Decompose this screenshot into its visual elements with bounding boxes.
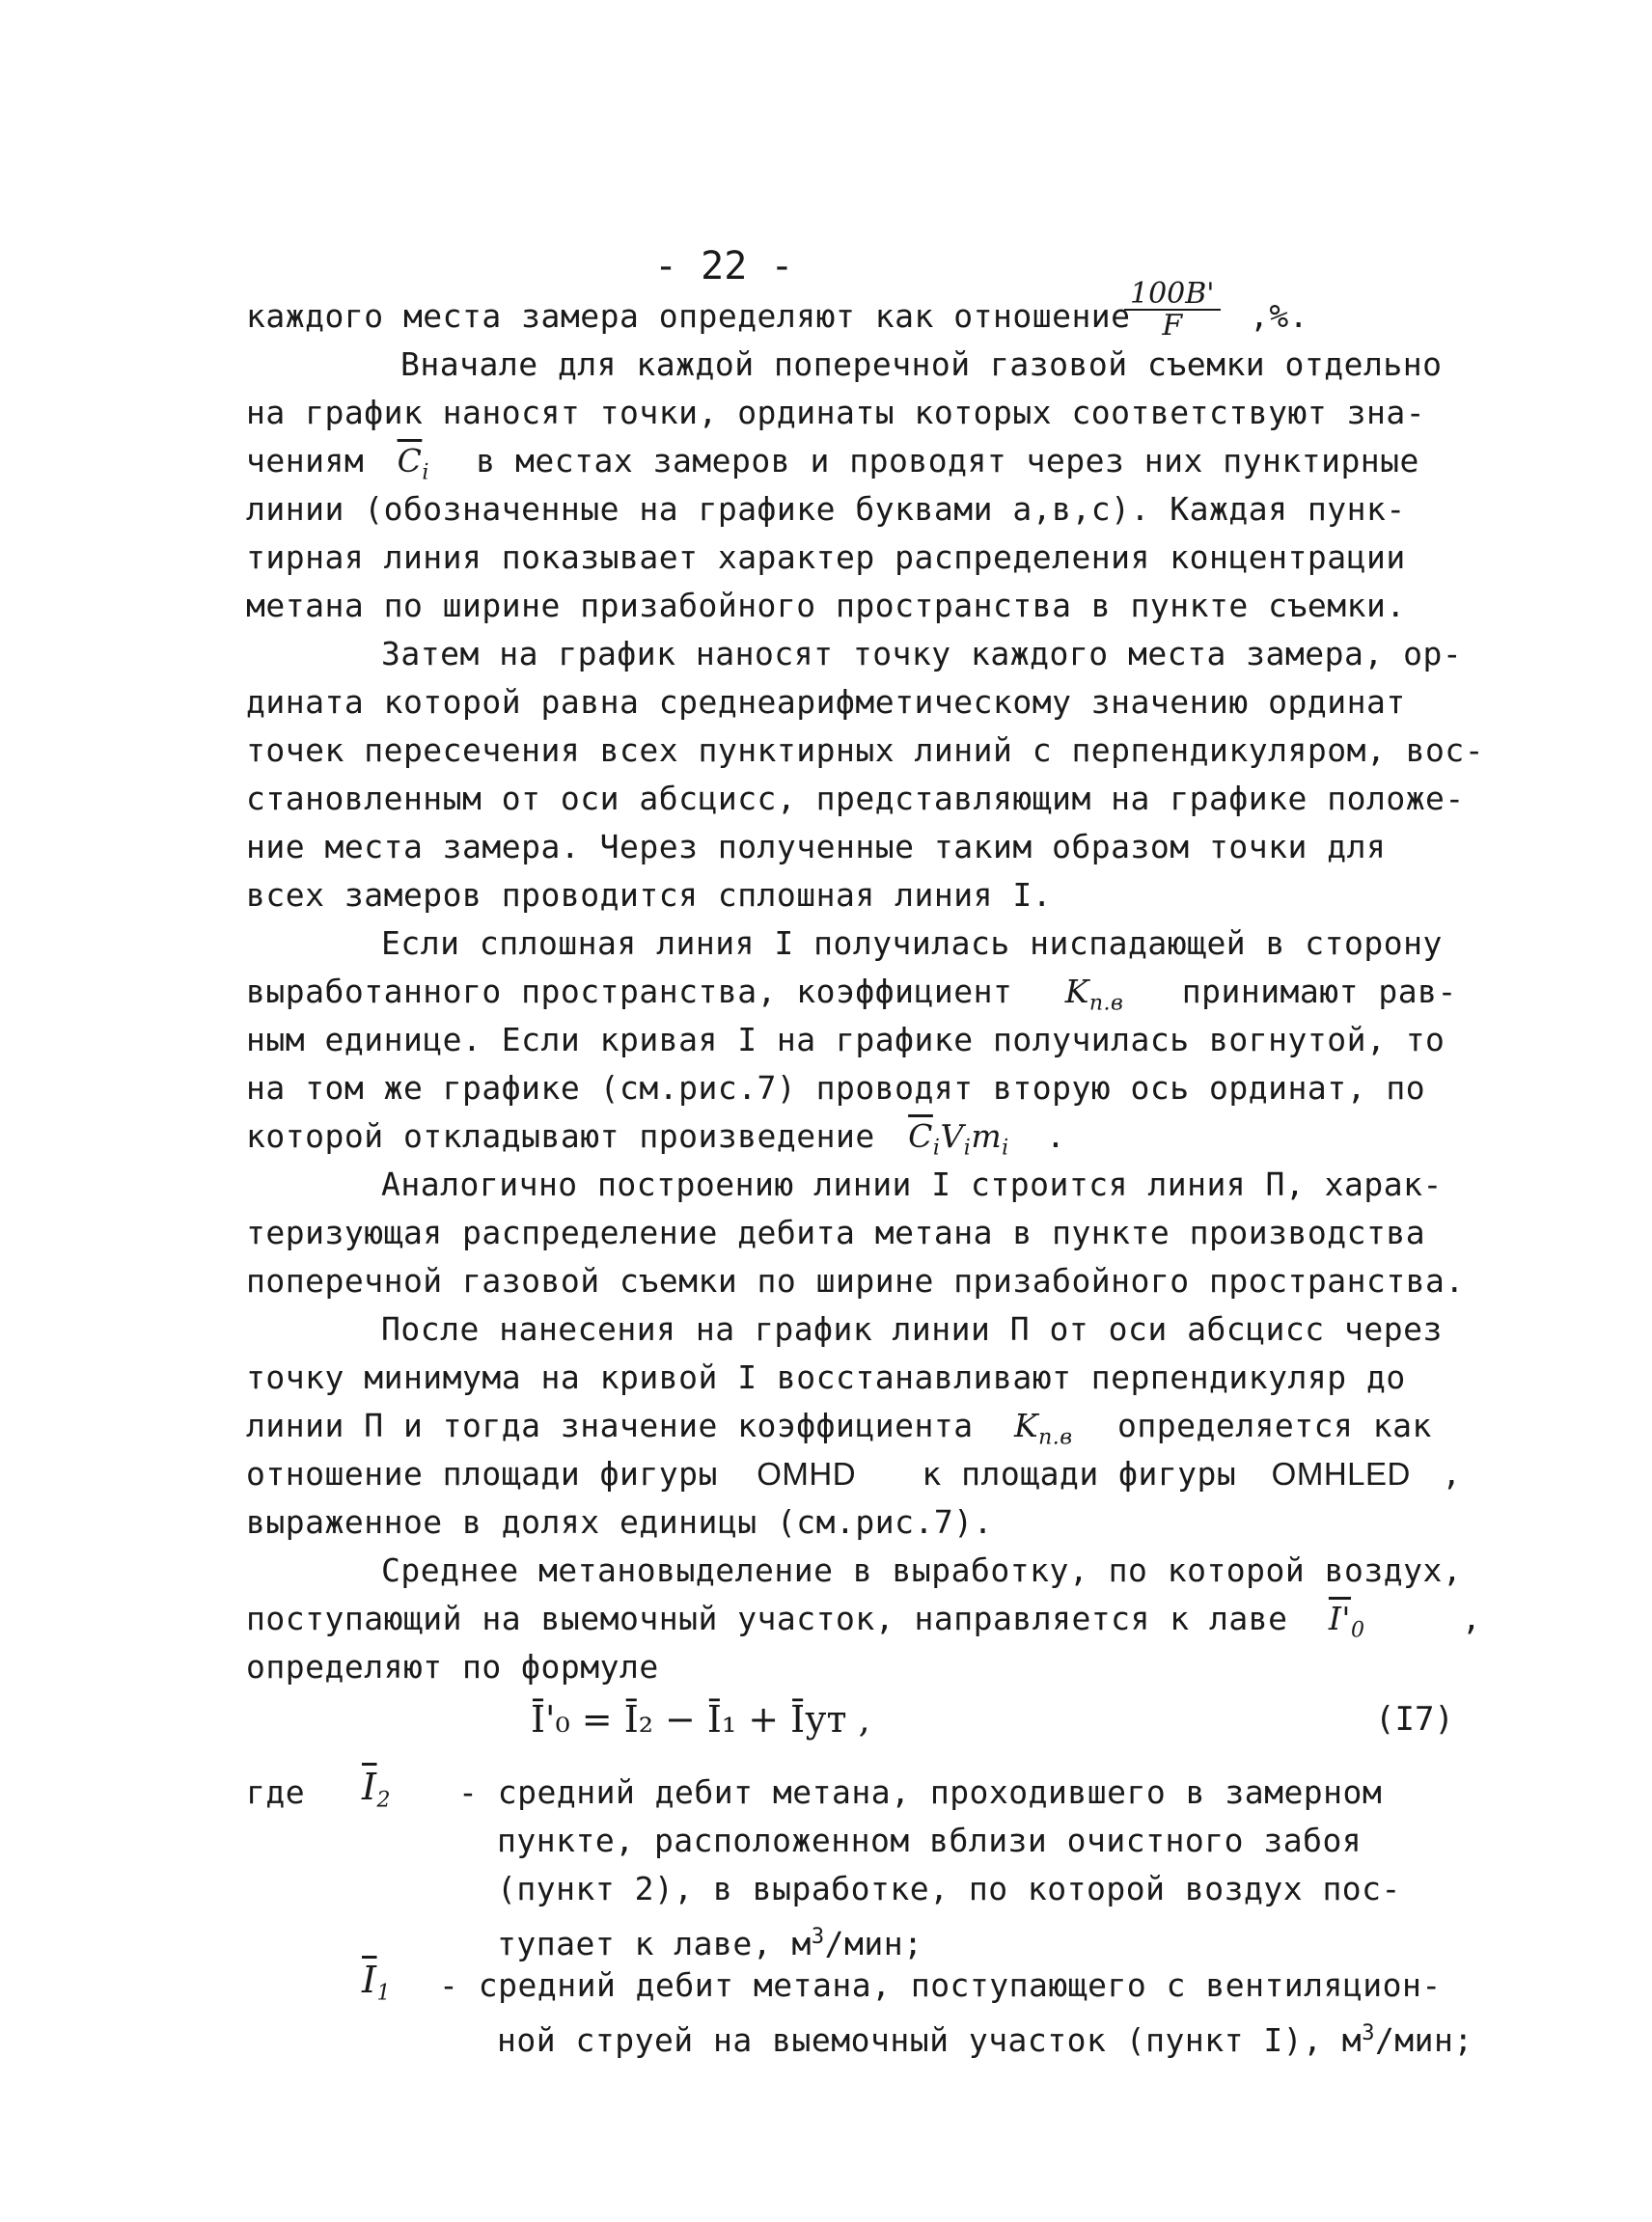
text-line: - средний дебит метана, поступающего с вентиляцион- bbox=[439, 1966, 1442, 2004]
math-sub: i bbox=[1002, 1136, 1009, 1161]
text-fragment: в местах замеров и проводят через них пунктирные bbox=[476, 442, 1419, 480]
text-fragment: /мин; bbox=[824, 1925, 923, 1962]
math-i2: $\overline{I}$ bbox=[362, 1766, 377, 1808]
text-line: Вначале для каждой поперечной газовой съемки отдельно bbox=[400, 345, 1443, 383]
text-line bbox=[246, 1117, 1065, 1168]
math-c: $\overline{C}$ bbox=[397, 442, 423, 480]
text-line: метана по ширине призабойного пространства в пункте съемки. bbox=[246, 587, 1406, 624]
text-line: После нанесения на график линии П от оси абсцисс через bbox=[381, 1310, 1443, 1348]
text-line: (пункт 2), в выработке, по которой воздух пос- bbox=[497, 1870, 1401, 1907]
text-fragment: ной струей на выемочный участок (пункт I), м bbox=[497, 2021, 1363, 2059]
math-sub: 0 bbox=[1350, 1618, 1365, 1643]
math-v: V bbox=[940, 1117, 964, 1155]
text-line bbox=[497, 2015, 1473, 2060]
text-line: Затем на график наносят точку каждого места замера, ор- bbox=[381, 635, 1463, 672]
text-line: где bbox=[246, 1773, 306, 1811]
text-line: пункте, расположенном вблизи очистного забоя bbox=[497, 1822, 1363, 1859]
text-fragment: тупает к лаве, м bbox=[497, 1925, 812, 1962]
math-k: K bbox=[1013, 1407, 1039, 1444]
math-sub: 2 bbox=[376, 1788, 392, 1813]
text-line: точку минимума на кривой I восстанавливают перпендикуляр до bbox=[246, 1358, 1406, 1396]
math-sub: i bbox=[932, 1136, 941, 1161]
math-line bbox=[362, 1961, 391, 2014]
text-fragment: , bbox=[1461, 1600, 1482, 1637]
text-line: дината которой равна среднеарифметическому значению ординат bbox=[246, 683, 1406, 721]
text-line: становленным от оси абсцисс, представляющим на графике положе- bbox=[246, 780, 1465, 817]
text-fragment: чениям bbox=[246, 442, 365, 480]
text-line: поперечной газовой съемки по ширине призабойного пространства. bbox=[246, 1262, 1465, 1300]
math-i1: $\overline{I}$ bbox=[362, 1959, 377, 2001]
superscript: 3 bbox=[1362, 2021, 1375, 2045]
text-fragment: к площади фигуры bbox=[922, 1455, 1237, 1493]
math-c: $\overline{C}$ bbox=[908, 1117, 933, 1155]
math-sub: i bbox=[963, 1136, 972, 1161]
text-line bbox=[246, 1455, 1462, 1494]
math-m: m bbox=[971, 1117, 1003, 1155]
fraction-numerator: 100В' bbox=[1124, 280, 1221, 311]
text-fragment: /мин; bbox=[1374, 2021, 1473, 2059]
text-fragment: каждого места замера определяют как отношение bbox=[246, 297, 1131, 335]
equation-number: (I7) bbox=[1375, 1700, 1454, 1739]
text-line: - средний дебит метана, проходившего в замерном bbox=[458, 1773, 1383, 1811]
fraction-denominator: F bbox=[1162, 309, 1183, 343]
text-fragment: принимают рав- bbox=[1181, 973, 1457, 1010]
text-fragment: ,%. bbox=[1250, 297, 1309, 335]
math-sub: 1 bbox=[376, 1981, 392, 2006]
text-line bbox=[246, 973, 1457, 1024]
text-fragment: , bbox=[1442, 1455, 1462, 1493]
text-line: Аналогично построению линии I строится линия П, харак- bbox=[381, 1166, 1443, 1203]
text-line: определяют по формуле bbox=[246, 1648, 659, 1686]
math-line bbox=[362, 1768, 391, 1821]
math-sub: i bbox=[422, 460, 429, 485]
formula-17: Ī'₀ = Ī₂ − Ī₁ + Īут , bbox=[531, 1698, 870, 1741]
superscript: 3 bbox=[811, 1925, 825, 1949]
ratio-fraction bbox=[1124, 277, 1221, 343]
text-fragment: которой откладывают произведение bbox=[246, 1117, 875, 1155]
text-line: на график наносят точки, ординаты которых соответствуют зна- bbox=[246, 394, 1426, 431]
text-fragment: . bbox=[1046, 1117, 1066, 1155]
math-k: K bbox=[1064, 973, 1089, 1010]
figure-label: OMHD bbox=[757, 1456, 857, 1492]
text-line: выраженное в долях единицы (см.рис.7). bbox=[246, 1503, 993, 1541]
text-line: теризующая распределение дебита метана в пункте производства bbox=[246, 1214, 1426, 1251]
math-sub: п.в bbox=[1088, 991, 1124, 1016]
text-line: Среднее метановыделение в выработку, по которой воздух, bbox=[381, 1551, 1463, 1589]
text-line: ным единице. Если кривая I на графике получилась вогнутой, то bbox=[246, 1021, 1446, 1058]
text-line bbox=[246, 1407, 1432, 1458]
text-line bbox=[246, 1600, 1481, 1651]
text-line: линии (обозначенные на графике буквами а,в,с). Каждая пунк- bbox=[246, 490, 1406, 528]
text-fragment: определяется как bbox=[1116, 1407, 1432, 1444]
text-fragment: линии П и тогда значение коэффициента bbox=[246, 1407, 974, 1444]
text-line bbox=[246, 297, 1131, 336]
figure-label: OMHLED bbox=[1271, 1456, 1411, 1492]
text-fragment: поступающий на выемочный участок, направляется к лаве bbox=[246, 1600, 1288, 1637]
text-line bbox=[497, 1918, 922, 1963]
text-line bbox=[246, 442, 1419, 493]
math-sub: п.в bbox=[1038, 1425, 1073, 1450]
text-fragment: выработанного пространства, коэффициент bbox=[246, 973, 1013, 1010]
text-fragment: отношение площади фигуры bbox=[246, 1455, 718, 1493]
text-line: точек пересечения всех пунктирных линий с перпендикуляром, вос- bbox=[246, 731, 1485, 769]
text-line: на том же графике (см.рис.7) проводят вторую ось ординат, по bbox=[246, 1069, 1426, 1107]
math-i0: I' bbox=[1328, 1600, 1351, 1637]
page-number: - 22 - bbox=[654, 244, 794, 288]
text-line: Если сплошная линия I получилась ниспадающей в сторону bbox=[381, 924, 1443, 962]
text-line: всех замеров проводится сплошная линия I. bbox=[246, 876, 1053, 914]
text-line: тирная линия показывает характер распределения концентрации bbox=[246, 538, 1406, 576]
text-line: ние места замера. Через полученные таким образом точки для bbox=[246, 828, 1387, 865]
